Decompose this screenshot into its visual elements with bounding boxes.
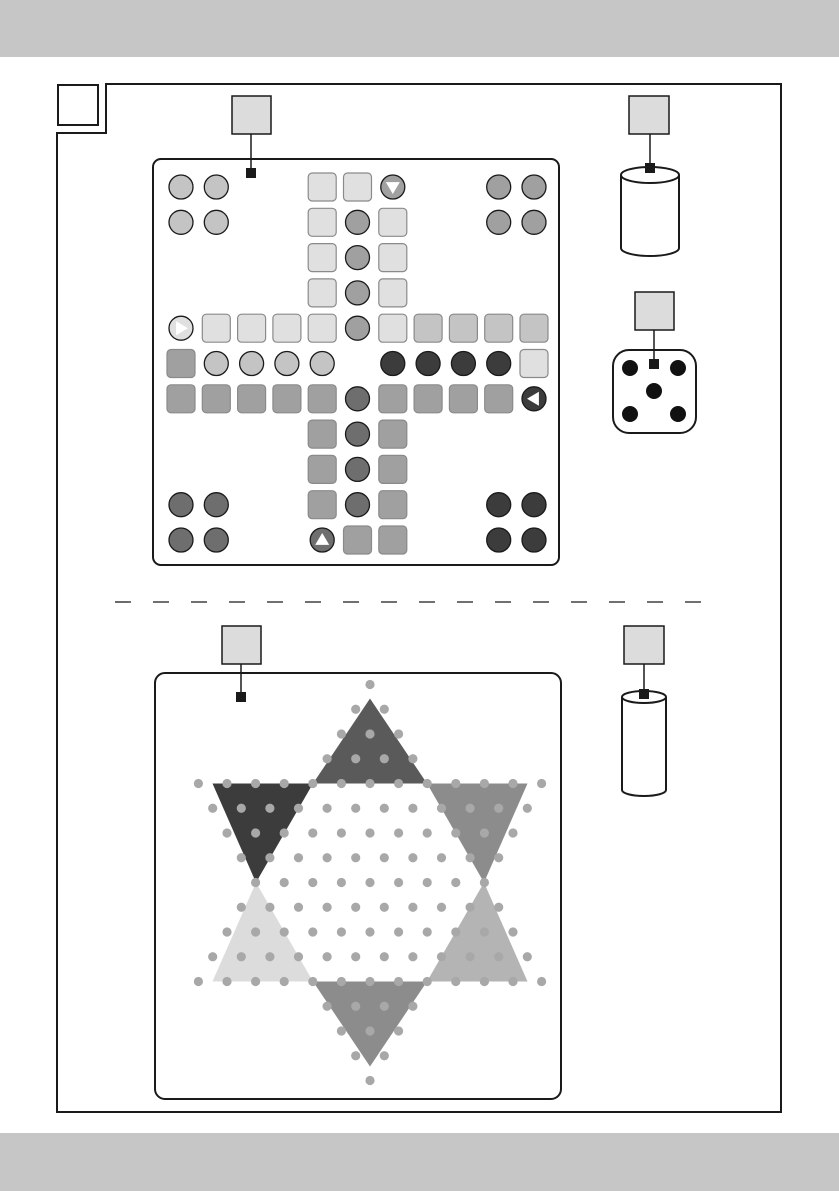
ludo-field [308, 491, 336, 519]
callout-dice-cup-top-marker [645, 163, 655, 173]
star-hole [394, 729, 403, 738]
star-hole [437, 952, 446, 961]
star-hole [466, 903, 475, 912]
star-hole [222, 828, 231, 837]
star-hole [365, 1076, 374, 1085]
star-hole [337, 927, 346, 936]
star-hole [466, 804, 475, 813]
star-hole [323, 754, 332, 763]
star-hole [194, 779, 203, 788]
star-hole [494, 952, 503, 961]
ludo-field [308, 173, 336, 201]
ludo-field [308, 244, 336, 272]
ludo-base-field [487, 493, 511, 517]
ludo-field [414, 385, 442, 413]
callout-die [635, 292, 674, 330]
star-hole [451, 779, 460, 788]
star-hole [480, 779, 489, 788]
ludo-field [308, 385, 336, 413]
dice-cup-bottom [622, 691, 666, 796]
die-pip [670, 360, 686, 376]
star-hole [308, 828, 317, 837]
star-hole [365, 927, 374, 936]
star-hole [351, 1051, 360, 1060]
star-hole [308, 878, 317, 887]
star-hole [208, 804, 217, 813]
callout-chinese-checkers-marker [236, 692, 246, 702]
ludo-field [379, 526, 407, 554]
star-hole [408, 903, 417, 912]
star-hole [480, 977, 489, 986]
star-hole [494, 853, 503, 862]
ludo-field [273, 314, 301, 342]
star-hole [222, 977, 231, 986]
star-hole [480, 878, 489, 887]
ludo-home-field [451, 352, 475, 376]
star-hole [337, 1026, 346, 1035]
star-hole [294, 903, 303, 912]
star-hole [308, 927, 317, 936]
ludo-field [308, 208, 336, 236]
star-hole [408, 853, 417, 862]
die-pip [670, 406, 686, 422]
star-hole [337, 977, 346, 986]
star-hole [365, 680, 374, 689]
star-hole [265, 804, 274, 813]
star-hole [251, 977, 260, 986]
star-hole [294, 804, 303, 813]
star-hole [423, 779, 432, 788]
ludo-field [308, 455, 336, 483]
star-hole [508, 779, 517, 788]
star-hole [537, 779, 546, 788]
star-hole [480, 828, 489, 837]
ludo-field [379, 491, 407, 519]
star-hole [466, 853, 475, 862]
star-hole [251, 779, 260, 788]
ludo-field [167, 350, 195, 378]
star-hole [280, 828, 289, 837]
star-hole [351, 903, 360, 912]
callout-dice-cup-top [629, 96, 669, 134]
ludo-field [379, 279, 407, 307]
star-hole [380, 705, 389, 714]
star-hole [494, 804, 503, 813]
star-hole [394, 927, 403, 936]
star-hole [494, 903, 503, 912]
star-hole [423, 927, 432, 936]
ludo-field [273, 385, 301, 413]
callout-ludo-board [232, 96, 271, 134]
star-hole [380, 1051, 389, 1060]
star-hole [423, 828, 432, 837]
star-hole [265, 853, 274, 862]
ludo-field [379, 244, 407, 272]
star-hole [365, 977, 374, 986]
ludo-base-field [169, 175, 193, 199]
ludo-field [485, 385, 513, 413]
ludo-base-field [522, 493, 546, 517]
star-hole [394, 977, 403, 986]
star-hole [408, 754, 417, 763]
star-hole [337, 878, 346, 887]
star-hole [423, 878, 432, 887]
star-hole [451, 878, 460, 887]
ludo-base-field [204, 175, 228, 199]
star-hole [308, 977, 317, 986]
star-hole [365, 828, 374, 837]
ludo-field [344, 173, 372, 201]
star-hole [337, 828, 346, 837]
star-hole [251, 878, 260, 887]
star-hole [265, 952, 274, 961]
ludo-home-field [346, 387, 370, 411]
star-hole [523, 952, 532, 961]
star-hole [380, 804, 389, 813]
star-hole [237, 903, 246, 912]
ludo-field [379, 420, 407, 448]
star-hole [451, 828, 460, 837]
star-hole [365, 779, 374, 788]
ludo-base-field [169, 210, 193, 234]
callout-dice-cup-bottom-marker [639, 689, 649, 699]
ludo-base-field [487, 528, 511, 552]
star-hole [237, 804, 246, 813]
callout-chinese-checkers [222, 626, 261, 664]
callout-ludo-marker [246, 168, 256, 178]
star-hole [408, 804, 417, 813]
ludo-field [449, 314, 477, 342]
ludo-field [379, 314, 407, 342]
star-hole [508, 977, 517, 986]
star-hole [437, 853, 446, 862]
star-hole [380, 754, 389, 763]
star-hole [280, 779, 289, 788]
ludo-field [449, 385, 477, 413]
star-hole [451, 977, 460, 986]
ludo-field [238, 385, 266, 413]
star-hole [323, 903, 332, 912]
die-pip [646, 383, 662, 399]
die-pip [622, 406, 638, 422]
star-hole [294, 952, 303, 961]
ludo-field [414, 314, 442, 342]
star-hole [222, 927, 231, 936]
star-hole [280, 878, 289, 887]
star-hole [337, 779, 346, 788]
star-hole [508, 828, 517, 837]
star-hole [251, 828, 260, 837]
star-hole [351, 804, 360, 813]
star-hole [480, 927, 489, 936]
star-hole [380, 952, 389, 961]
ludo-base-field [522, 175, 546, 199]
star-hole [408, 1002, 417, 1011]
ludo-home-field [346, 457, 370, 481]
ludo-field [379, 208, 407, 236]
ludo-field [238, 314, 266, 342]
ludo-home-field [346, 316, 370, 340]
ludo-field [379, 385, 407, 413]
ludo-home-field [346, 422, 370, 446]
ludo-field [202, 385, 230, 413]
star-hole [351, 705, 360, 714]
star-hole [380, 853, 389, 862]
star-hole [466, 952, 475, 961]
star-hole [351, 952, 360, 961]
ludo-field [167, 385, 195, 413]
star-hole [380, 1002, 389, 1011]
ludo-field [308, 420, 336, 448]
ludo-home-field [416, 352, 440, 376]
ludo-base-field [204, 528, 228, 552]
ludo-field [308, 314, 336, 342]
ludo-base-field [204, 493, 228, 517]
star-hole [323, 853, 332, 862]
star-hole [265, 903, 274, 912]
star-hole [308, 779, 317, 788]
ludo-home-field [346, 281, 370, 305]
ludo-home-field [487, 352, 511, 376]
star-hole [380, 903, 389, 912]
star-hole [423, 977, 432, 986]
ludo-base-field [522, 210, 546, 234]
star-hole [523, 804, 532, 813]
ludo-home-field [346, 493, 370, 517]
star-hole [365, 729, 374, 738]
callout-dice-cup-bottom [624, 626, 664, 664]
star-hole [237, 853, 246, 862]
star-hole [394, 828, 403, 837]
ludo-field [485, 314, 513, 342]
star-hole [337, 729, 346, 738]
dice-cup-top [621, 167, 679, 256]
ludo-field [202, 314, 230, 342]
ludo-home-field [346, 210, 370, 234]
ludo-base-field [169, 493, 193, 517]
ludo-home-field [275, 352, 299, 376]
ludo-field [379, 455, 407, 483]
ludo-base-field [487, 175, 511, 199]
ludo-base-field [169, 528, 193, 552]
star-hole [394, 1026, 403, 1035]
star-hole [351, 853, 360, 862]
ludo-field [308, 279, 336, 307]
ludo-home-field [381, 352, 405, 376]
ludo-home-field [240, 352, 264, 376]
ludo-base-field [522, 528, 546, 552]
ludo-home-field [346, 246, 370, 270]
ludo-field [520, 314, 548, 342]
callout-die-marker [649, 359, 659, 369]
star-hole [394, 779, 403, 788]
ludo-home-field [310, 352, 334, 376]
star-hole [280, 977, 289, 986]
die-pip [622, 360, 638, 376]
star-hole [351, 754, 360, 763]
star-hole [394, 878, 403, 887]
star-hole [237, 952, 246, 961]
figure-number-box [58, 85, 98, 125]
star-hole [194, 977, 203, 986]
star-hole [351, 1002, 360, 1011]
star-hole [365, 1026, 374, 1035]
star-hole [365, 878, 374, 887]
ludo-home-field [204, 352, 228, 376]
star-hole [323, 804, 332, 813]
star-hole [294, 853, 303, 862]
star-hole [451, 927, 460, 936]
star-hole [323, 952, 332, 961]
star-hole [437, 903, 446, 912]
star-hole [280, 927, 289, 936]
star-hole [437, 804, 446, 813]
star-hole [208, 952, 217, 961]
star-hole [222, 779, 231, 788]
ludo-field [344, 526, 372, 554]
ludo-base-field [487, 210, 511, 234]
star-hole [508, 927, 517, 936]
ludo-field [520, 350, 548, 378]
star-hole [537, 977, 546, 986]
star-hole [251, 927, 260, 936]
ludo-base-field [204, 210, 228, 234]
star-hole [408, 952, 417, 961]
star-hole [323, 1002, 332, 1011]
